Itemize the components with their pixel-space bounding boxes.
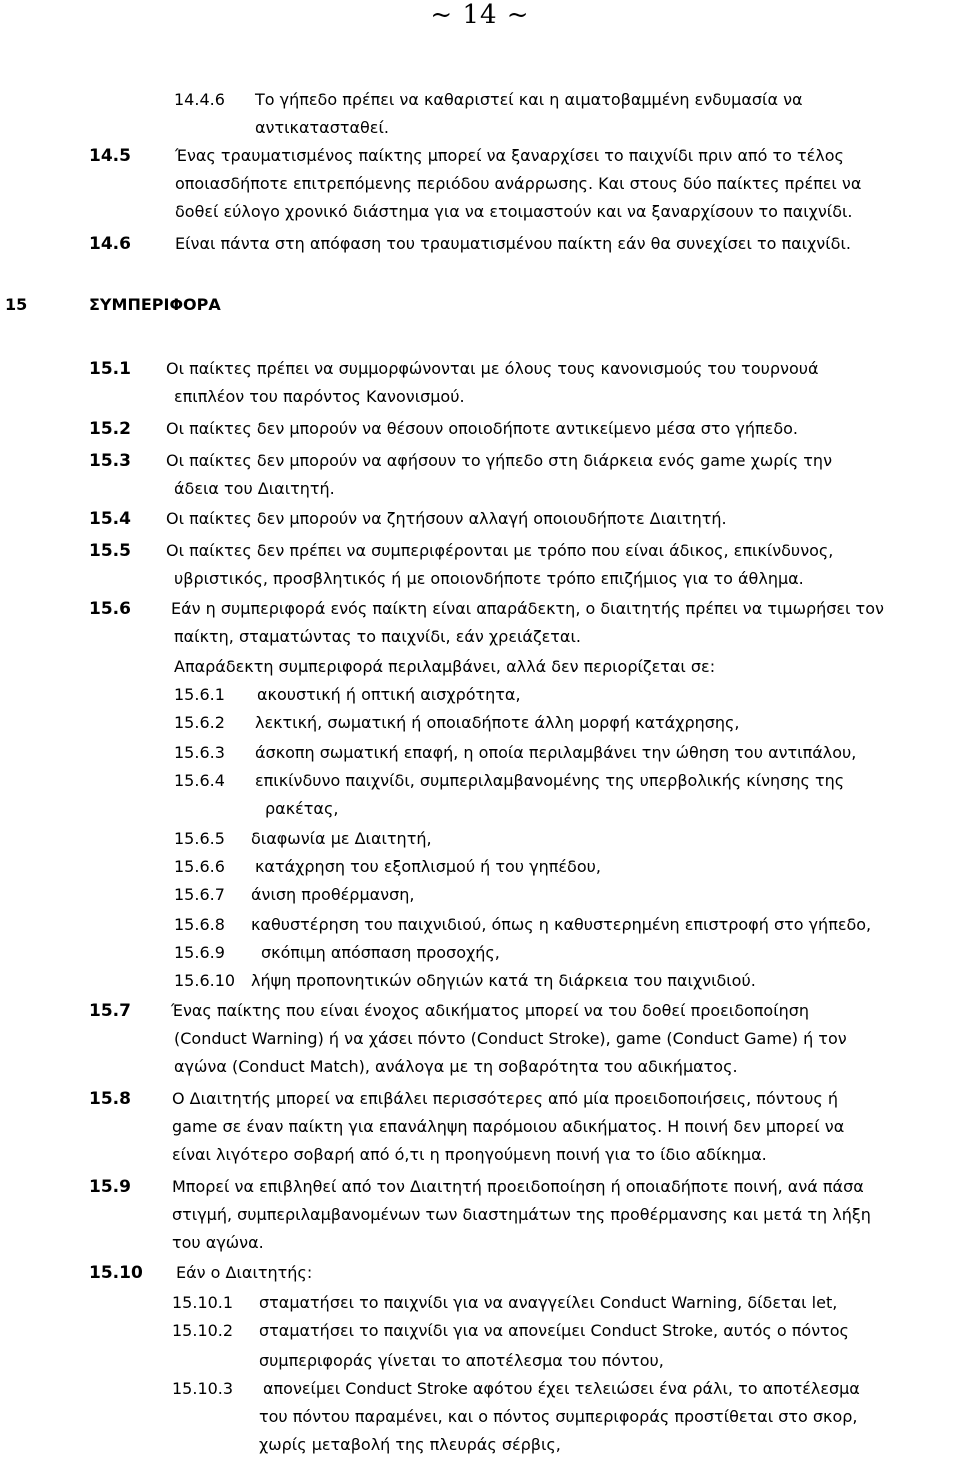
subitem-text: καθυστέρηση του παιχνιδιού, όπως η καθυστερημένη επιστροφή στο γήπεδο, xyxy=(251,915,872,934)
subitem-text: σταματήσει το παιχνίδι για να αναγγείλει Conduct Warning, δίδεται let, xyxy=(259,1293,838,1312)
page-number: ~ 14 ~ xyxy=(430,0,530,30)
item-text: Οι παίκτες δεν πρέπει να συμπεριφέρονται με τρόπο που είναι άδικος, επικίνδυνος, xyxy=(166,541,834,560)
subitem-text: λήψη προπονητικών οδηγιών κατά τη διάρκεια του παιχνιδιού. xyxy=(251,971,756,990)
subitem-number: 15.6.7 xyxy=(174,885,225,904)
subitem-number: 15.10.2 xyxy=(172,1321,234,1340)
item-number: 15.10 xyxy=(89,1263,143,1283)
subitem-text: σκόπιμη απόσπαση προσοχής, xyxy=(261,943,500,962)
item-text: Οι παίκτες δεν μπορούν να ζητήσουν αλλαγή οποιουδήποτε Διαιτητή. xyxy=(166,509,727,528)
item-number: 14.6 xyxy=(89,234,131,254)
subitem-text: σταματήσει το παιχνίδι για να απονείμει Conduct Stroke, αυτός ο πόντος xyxy=(259,1321,849,1340)
subitem-number: 15.6.4 xyxy=(174,771,225,790)
item-number: 15.2 xyxy=(89,419,131,439)
item-text: οποιασδήποτε επιτρεπόμενης περιόδου ανάρρωσης. Και στους δύο παίκτες πρέπει να xyxy=(175,174,862,193)
item-text: είναι λιγότερο σοβαρή από ό,τι η προηγούμενη ποινή για το ίδιο αδίκημα. xyxy=(172,1145,767,1164)
section-title: ΣΥΜΠΕΡΙΦΟΡΑ xyxy=(89,295,221,314)
item-number: 15.6 xyxy=(89,599,131,619)
item-text: Εάν η συμπεριφορά ενός παίκτη είναι απαράδεκτη, ο διαιτητής πρέπει να τιμωρήσει τον xyxy=(171,599,884,618)
item-text: άδεια του Διαιτητή. xyxy=(174,479,335,498)
subitem-text: άνιση προθέρμανση, xyxy=(251,885,415,904)
item-text: Ένας τραυματισμένος παίκτης μπορεί να ξαναρχίσει το παιχνίδι πριν από το τέλος xyxy=(175,146,844,165)
subitem-text: λεκτική, σωματική ή οποιαδήποτε άλλη μορφή κατάχρησης, xyxy=(255,713,740,732)
subitem-text: συμπεριφοράς γίνεται το αποτέλεσμα του πόντου, xyxy=(259,1351,664,1370)
subitem-number: 15.6.3 xyxy=(174,743,225,762)
subitem-text: επικίνδυνο παιχνίδι, συμπεριλαμβανομένης της υπερβολικής κίνησης της xyxy=(255,771,845,790)
item-text: αγώνα (Conduct Match), ανάλογα με τη σοβαρότητα του αδικήματος. xyxy=(174,1057,738,1076)
item-text: Ένας παίκτης που είναι ένοχος αδικήματος μπορεί να του δοθεί προειδοποίηση xyxy=(171,1001,810,1020)
item-text: Μπορεί να επιβληθεί από τον Διαιτητή προειδοποίηση ή οποιαδήποτε ποινή, ανά πάσα xyxy=(172,1177,864,1196)
subitem-text: χωρίς μεταβολή της πλευράς σέρβις, xyxy=(259,1435,561,1454)
subitem-number: 15.10.1 xyxy=(172,1293,234,1312)
item-text: Οι παίκτες δεν μπορούν να αφήσουν το γήπεδο στη διάρκεια ενός game χωρίς την xyxy=(166,451,833,470)
item-text: του αγώνα. xyxy=(172,1233,264,1252)
item-text: παίκτη, σταματώντας το παιχνίδι, εάν χρειάζεται. xyxy=(174,627,581,646)
item-text: Οι παίκτες πρέπει να συμμορφώνονται με όλους τους κανονισμούς του τουρνουά xyxy=(166,359,819,378)
subitem-text: απονείμει Conduct Stroke αφότου έχει τελειώσει ένα ράλι, το αποτέλεσμα xyxy=(263,1379,860,1398)
subitem-number: 15.6.9 xyxy=(174,943,225,962)
subitem-number: 15.6.10 xyxy=(174,971,236,990)
item-number: 15.3 xyxy=(89,451,131,471)
item-text: στιγμή, συμπεριλαμβανομένων των διαστημάτων της προθέρμανσης και μετά τη λήξη xyxy=(172,1205,871,1224)
item-text: (Conduct Warning) ή να χάσει πόντο (Conduct Stroke), game (Conduct Game) ή τον xyxy=(174,1029,847,1048)
item-number: 14.4.6 xyxy=(174,90,225,109)
subitem-number: 15.6.8 xyxy=(174,915,225,934)
subitem-text: κατάχρηση του εξοπλισμού ή του γηπέδου, xyxy=(255,857,601,876)
subitem-number: 15.6.6 xyxy=(174,857,225,876)
item-text: Εάν ο Διαιτητής: xyxy=(176,1263,313,1282)
item-number: 15.7 xyxy=(89,1001,131,1021)
subitem-number: 15.6.1 xyxy=(174,685,225,704)
item-text: Το γήπεδο πρέπει να καθαριστεί και η αιματοβαμμένη ενδυμασία να xyxy=(255,90,803,109)
item-text: Ο Διαιτητής μπορεί να επιβάλει περισσότερες από μία προειδοποιήσεις, πόντους ή xyxy=(172,1089,838,1108)
item-number: 15.5 xyxy=(89,541,131,561)
subitem-text: ακουστική ή οπτική αισχρότητα, xyxy=(257,685,521,704)
item-text: game σε έναν παίκτη για επανάληψη παρόμοιου αδικήματος. Η ποινή δεν μπορεί να xyxy=(172,1117,845,1136)
subitem-text: ρακέτας, xyxy=(265,799,339,818)
item-text: αντικατασταθεί. xyxy=(255,118,389,137)
subitem-text: του πόντου παραμένει, και ο πόντος συμπεριφοράς προστίθεται στο σκορ, xyxy=(259,1407,858,1426)
item-text: Απαράδεκτη συμπεριφορά περιλαμβάνει, αλλά δεν περιορίζεται σε: xyxy=(174,657,716,676)
item-number: 14.5 xyxy=(89,146,131,166)
item-text: Οι παίκτες δεν μπορούν να θέσουν οποιοδήποτε αντικείμενο μέσα στο γήπεδο. xyxy=(166,419,798,438)
item-number: 15.8 xyxy=(89,1089,131,1109)
item-number: 15.1 xyxy=(89,359,131,379)
item-number: 15.9 xyxy=(89,1177,131,1197)
item-text: υβριστικός, προσβλητικός ή με οποιονδήποτε τρόπο επιζήμιος για το άθλημα. xyxy=(174,569,804,588)
subitem-text: διαφωνία με Διαιτητή, xyxy=(251,829,432,848)
section-number: 15 xyxy=(5,295,28,314)
item-number: 15.4 xyxy=(89,509,131,529)
subitem-number: 15.6.2 xyxy=(174,713,225,732)
subitem-text: άσκοπη σωματική επαφή, η οποία περιλαμβάνει την ώθηση του αντιπάλου, xyxy=(255,743,857,762)
item-text: Είναι πάντα στη απόφαση του τραυματισμένου παίκτη εάν θα συνεχίσει το παιχνίδι. xyxy=(175,234,851,253)
item-text: επιπλέον του παρόντος Κανονισμού. xyxy=(174,387,465,406)
item-text: δοθεί εύλογο χρονικό διάστημα για να ετοιμαστούν και να ξαναρχίσουν το παιχνίδι. xyxy=(175,202,853,221)
subitem-number: 15.6.5 xyxy=(174,829,225,848)
subitem-number: 15.10.3 xyxy=(172,1379,234,1398)
